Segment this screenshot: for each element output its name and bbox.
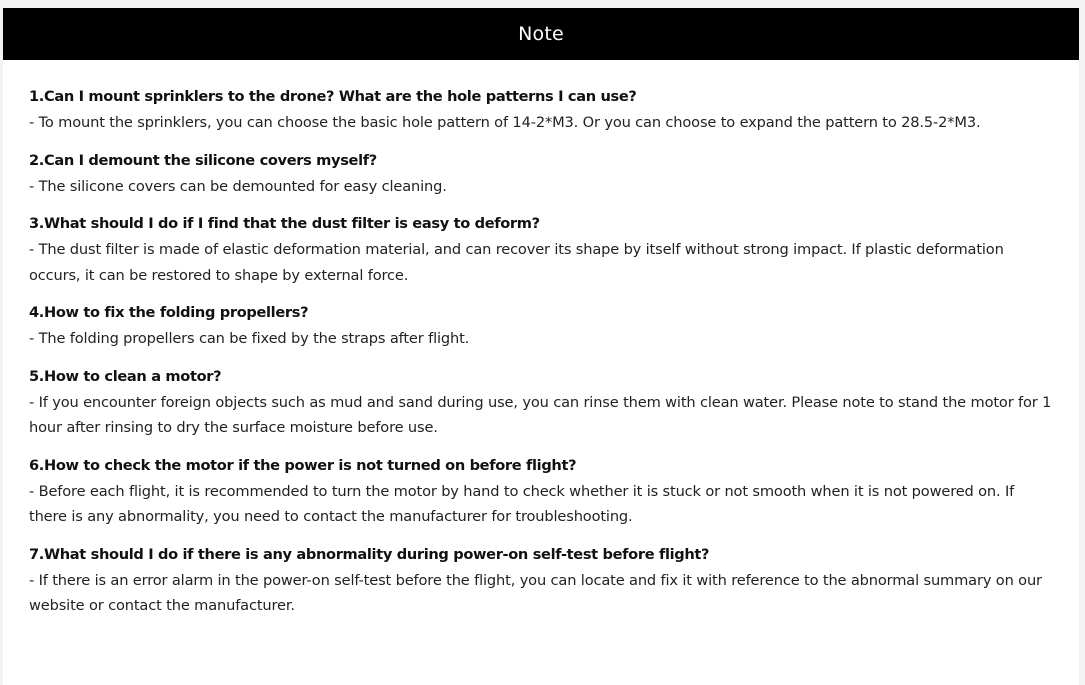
- faq-question: 3.What should I do if I find that the dust filter is easy to deform?: [29, 215, 540, 232]
- faq-answer: - Before each flight, it is recommended to turn the motor by hand to check whether it is stuck or not smooth when it is not powered on. If there is any abnormality, you need to contact the manufacturer for troubleshooting.: [29, 482, 1015, 525]
- faq-answer: - To mount the sprinklers, you can choose the basic hole pattern of 14-2*M3. Or you can choose to expand the pattern to 28.5-2*M3.: [29, 114, 981, 131]
- faq-item: [29, 367, 1053, 441]
- faq-answer: - The folding propellers can be fixed by the straps after flight.: [29, 330, 470, 347]
- note-header: [3, 8, 1079, 60]
- faq-answer: - If you encounter foreign objects such as mud and sand during use, you can rinse them with clean water. Please note to stand the motor for 1 hour after rinsing to dry the surface moisture before use.: [29, 393, 1052, 436]
- faq-answer: - If there is an error alarm in the power-on self-test before the flight, you can locate and fix it with reference to the abnormal summary on our website or contact the manufacturer.: [29, 571, 1042, 614]
- faq-item: [29, 545, 1053, 619]
- faq-item: [29, 456, 1053, 530]
- faq-list: [3, 60, 1079, 619]
- faq-question: 6.How to check the motor if the power is not turned on before flight?: [29, 456, 577, 474]
- note-panel: [3, 8, 1079, 685]
- faq-item: [29, 87, 1053, 136]
- faq-answer: - The silicone covers can be demounted for easy cleaning.: [29, 177, 447, 195]
- faq-question: 4.How to fix the folding propellers?: [29, 304, 309, 321]
- faq-item: [29, 303, 1053, 352]
- faq-question: 7.What should I do if there is any abnormality during power-on self-test before flight?: [29, 545, 710, 563]
- faq-item: [29, 214, 1053, 288]
- faq-question: 2.Can I demount the silicone covers myself?: [29, 151, 377, 169]
- faq-answer: - The dust filter is made of elastic deformation material, and can recover its shape by itself without strong impact. If plastic deformation occurs, it can be restored to shape by external force.: [29, 241, 1004, 284]
- faq-question: 5.How to clean a motor?: [29, 367, 222, 385]
- faq-item: [29, 151, 1053, 200]
- note-title: Note: [518, 23, 564, 45]
- faq-question: 1.Can I mount sprinklers to the drone? What are the hole patterns I can use?: [29, 88, 637, 105]
